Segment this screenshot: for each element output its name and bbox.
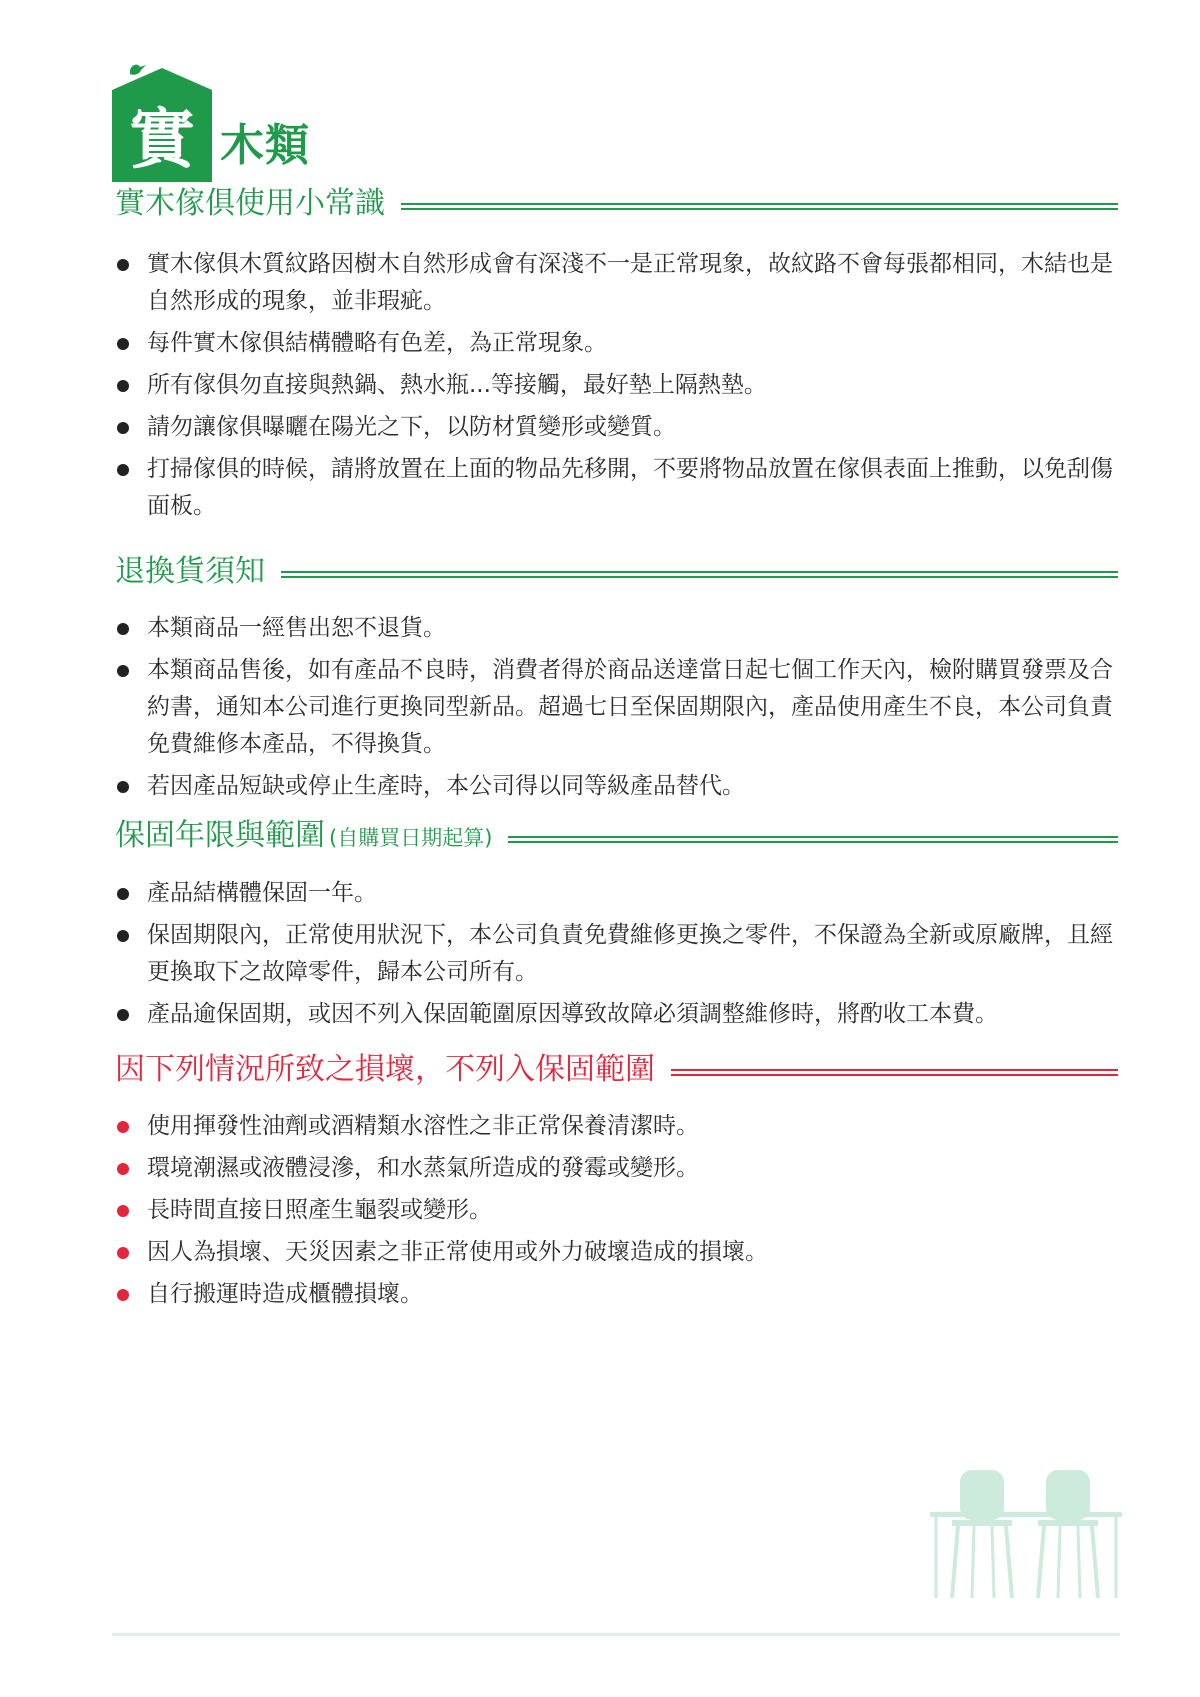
list-item: 使用揮發性油劑或酒精類水溶性之非正常保養清潔時。 xyxy=(115,1108,1120,1145)
section-title: 退換貨須知 xyxy=(115,554,265,589)
bullet-icon xyxy=(117,1289,129,1301)
bullet-icon xyxy=(117,1247,129,1259)
heading-rule xyxy=(281,571,1118,578)
bullet-icon xyxy=(117,888,129,900)
heading-rule xyxy=(671,1069,1118,1076)
bullet-icon xyxy=(117,259,129,271)
list-item: 自行搬運時造成櫃體損壞。 xyxy=(115,1276,1120,1313)
section-title: 實木傢俱使用小常識 xyxy=(115,186,385,221)
list-item: 產品逾保固期，或因不列入保固範圍原因導致故障必須調整維修時，將酌收工本費。 xyxy=(115,996,1120,1033)
list-item: 保固期限內，正常使用狀況下，本公司負責免費維修更換之零件，不保證為全新或原廠牌，且經更換取下之故障零件，歸本公司所有。 xyxy=(115,917,1120,991)
section-usage-tips-heading xyxy=(115,182,1118,226)
warranty-list xyxy=(115,875,1120,1038)
return-policy-list xyxy=(115,610,1120,810)
heading-rule xyxy=(508,836,1118,843)
bullet-icon xyxy=(117,422,129,434)
list-item: 若因產品短缺或停止生產時，本公司得以同等級產品替代。 xyxy=(115,768,1120,805)
bullet-icon xyxy=(117,1121,129,1133)
exclusions-list xyxy=(115,1108,1120,1318)
list-item: 請勿讓傢俱曝曬在陽光之下，以防材質變形或變質。 xyxy=(115,409,1120,446)
section-title: 保固年限與範圍 (自購買日期起算) xyxy=(115,818,493,853)
usage-tips-list xyxy=(115,246,1120,530)
category-header xyxy=(112,64,312,184)
list-item: 所有傢俱勿直接與熱鍋、熱水瓶...等接觸，最好墊上隔熱墊。 xyxy=(115,367,1120,404)
section-return-policy-heading xyxy=(115,550,1118,594)
list-item: 每件實木傢俱結構體略有色差，為正常現象。 xyxy=(115,325,1120,362)
bullet-icon xyxy=(117,464,129,476)
bullet-icon xyxy=(117,665,129,677)
footer-rule xyxy=(112,1633,1120,1636)
bullet-icon xyxy=(117,930,129,942)
logo-char: 實 xyxy=(129,101,195,178)
list-item: 實木傢俱木質紋路因樹木自然形成會有深淺不一是正常現象，故紋路不會每張都相同，木結也是自然形成的現象，並非瑕疵。 xyxy=(115,246,1120,320)
section-subtitle: (自購買日期起算) xyxy=(329,826,493,850)
list-item: 因人為損壞、天災因素之非正常使用或外力破壞造成的損壞。 xyxy=(115,1234,1120,1271)
list-item: 打掃傢俱的時候，請將放置在上面的物品先移開，不要將物品放置在傢俱表面上推動，以免刮傷面板。 xyxy=(115,451,1120,525)
list-item: 產品結構體保固一年。 xyxy=(115,875,1120,912)
bullet-icon xyxy=(117,380,129,392)
bullet-icon xyxy=(117,338,129,350)
bullet-icon xyxy=(117,781,129,793)
bullet-icon xyxy=(117,1205,129,1217)
list-item: 本類商品一經售出恕不退貨。 xyxy=(115,610,1120,647)
chairs-icon xyxy=(930,1470,1122,1600)
bullet-icon xyxy=(117,1163,129,1175)
section-warranty-heading xyxy=(115,815,1118,859)
bullet-icon xyxy=(117,1009,129,1021)
heading-rule xyxy=(401,203,1118,210)
section-title: 因下列情況所致之損壞，不列入保固範圍 xyxy=(115,1052,655,1087)
bullet-icon xyxy=(117,623,129,635)
list-item: 本類商品售後，如有產品不良時，消費者得於商品送達當日起七個工作天內，檢附購買發票及合約書，通知本公司進行更換同型新品。超過七日至保固期限內，產品使用產生不良，本公司負責免費維修本產品，不得換貨。 xyxy=(115,652,1120,763)
section-exclusions-heading xyxy=(115,1048,1118,1092)
list-item: 長時間直接日照產生龜裂或變形。 xyxy=(115,1192,1120,1229)
category-title: 木類 xyxy=(220,120,310,171)
list-item: 環境潮濕或液體浸滲，和水蒸氣所造成的發霉或變形。 xyxy=(115,1150,1120,1187)
